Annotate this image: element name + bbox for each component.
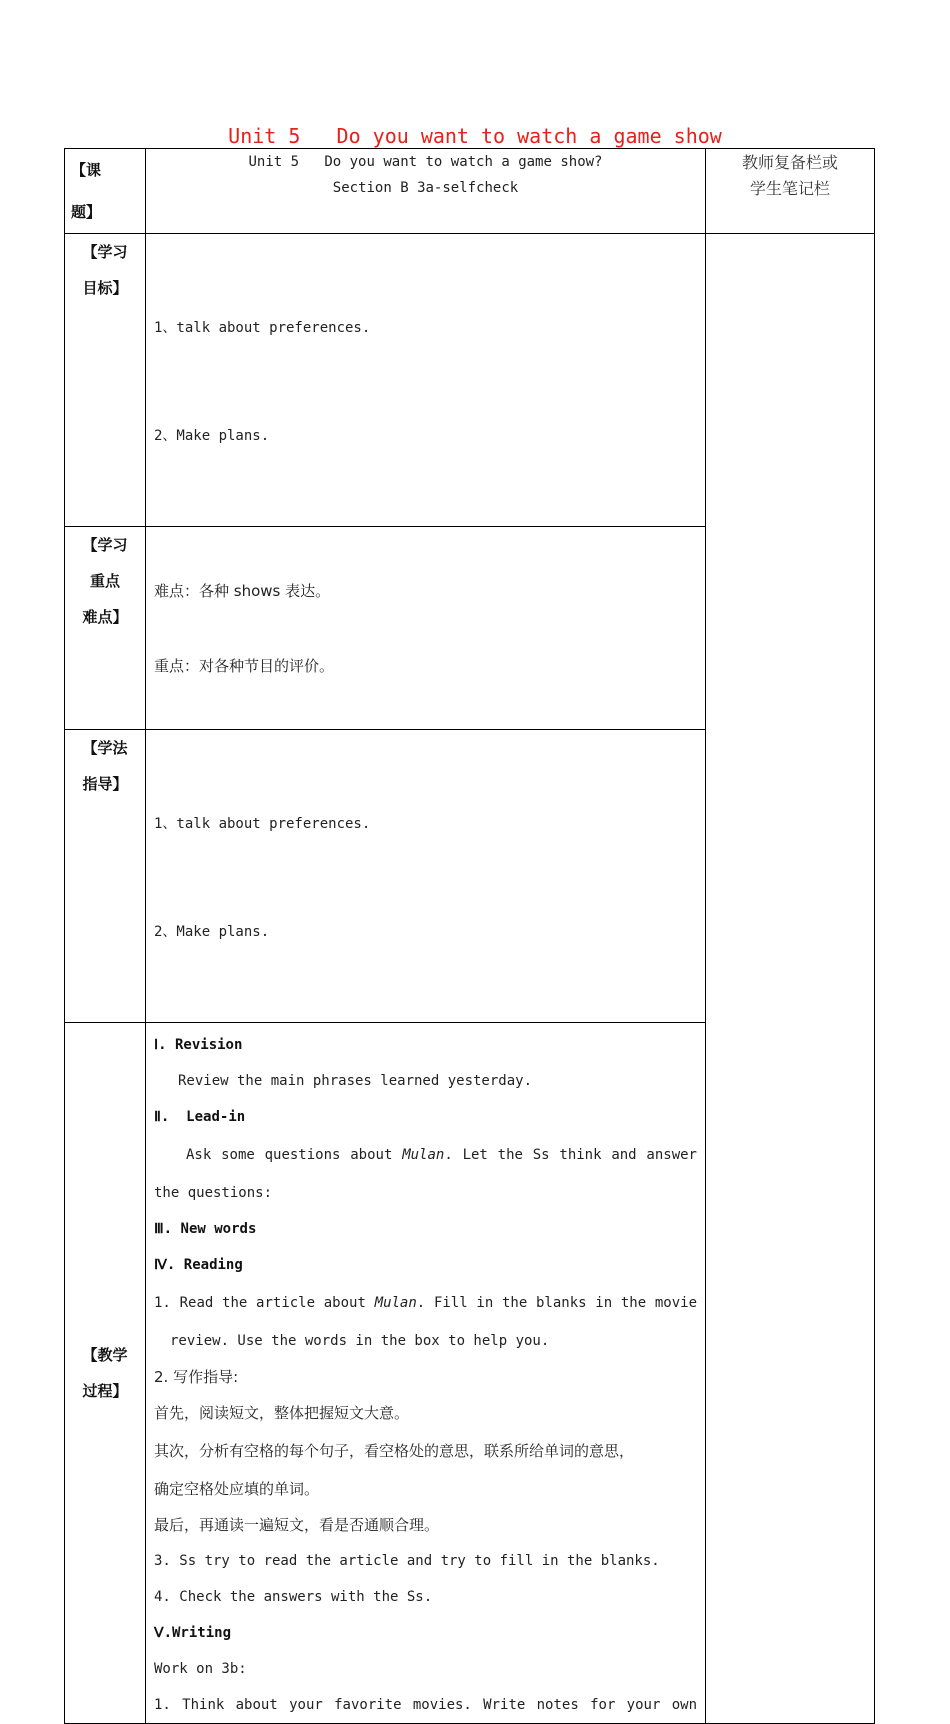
leadin-text-line1 [154,1135,697,1175]
writing-intro: Work on 3b: [154,1661,247,1677]
section-new-words-heading: Ⅲ. New words [154,1221,257,1237]
method-label-cell [65,730,146,1023]
page-title: Unit 5 Do you want to watch a game show [228,124,722,148]
method-cell [146,730,706,1023]
reading-step2-line3: 确定空格处应填的单词。 [154,1480,320,1498]
difficult-point: 难点：各种 shows 表达。 [154,582,331,600]
section-reading-heading: Ⅳ. Reading [154,1257,243,1273]
key-points-label-2: 重点 [89,572,120,590]
process-label [65,1337,145,1409]
reading-step4: 4. Check the answers with the Ss. [154,1589,433,1605]
method-item: 2、Make plans. [154,924,270,940]
key-point: 重点：对各种节目的评价。 [154,657,335,675]
reading-step1-b: . Fill in the blanks in the movie [416,1295,698,1311]
key-points-cell [146,527,706,730]
key-points-label-cell [65,527,146,730]
objective-item: 2、Make plans. [154,428,270,444]
reading-step1-line2: review. Use the words in the box to help you. [170,1333,550,1349]
leadin-text-line2: the questions: [154,1185,273,1201]
method-item: 1、talk about preferences. [154,816,371,832]
method-label [65,730,145,802]
process-label-cell [65,1023,146,1724]
notes-header-line1: 教师复备栏或 [741,153,838,172]
leadin-text-b: . Let the Ss think and answer [444,1147,697,1163]
objective-item: 1、talk about preferences. [154,320,371,336]
process-label-1: 【教学 [82,1346,128,1364]
notes-cell [706,234,875,1724]
reading-step2-line4: 最后，再通读一遍短文，看是否通顺合理。 [154,1516,440,1534]
leadin-text-em: Mulan [402,1147,445,1163]
row-topic [65,149,875,234]
revision-text: Review the main phrases learned yesterday. [178,1073,533,1089]
lesson-title-line2: Section B 3a-selfcheck [332,180,519,196]
topic-label-cell [65,149,146,234]
section-leadin-heading: Ⅱ. Lead-in [154,1109,246,1125]
topic-label-text: 【课题】 [71,161,102,221]
key-points-label [65,527,145,635]
key-points-text [146,527,705,729]
process-content [146,1023,705,1723]
topic-label [65,149,145,233]
reading-step3: 3. Ss try to read the article and try to fill in the blanks. [154,1553,660,1569]
method-label-2: 指导】 [82,775,128,793]
method-list [146,730,705,1022]
key-points-label-3: 难点】 [82,608,128,626]
process-cell [146,1023,706,1724]
notes-header-cell [706,149,875,234]
row-objectives [65,234,875,527]
reading-step1-em: Mulan [374,1295,417,1311]
section-writing-heading: Ⅴ.Writing [154,1625,232,1641]
objectives-label-1: 【学习 [82,243,128,261]
leadin-text-a: Ask some questions about [186,1147,393,1163]
reading-step2: 2. 写作指导: [154,1368,239,1386]
reading-step1-line1 [154,1283,697,1323]
objectives-cell [146,234,706,527]
section-revision-heading: Ⅰ. Revision [154,1037,243,1053]
reading-step2-line2: 其次，分析有空格的每个句子，看空格处的意思，联系所给单词的意思， [154,1442,635,1460]
objectives-label-cell [65,234,146,527]
method-label-1: 【学法 [82,739,128,757]
lesson-title-line1: Unit 5 Do you want to watch a game show? [248,154,603,170]
reading-step2-line1: 首先，阅读短文，整体把握短文大意。 [154,1404,410,1422]
lesson-plan-table [64,148,875,1724]
process-label-2: 过程】 [82,1382,128,1400]
reading-step1-a: 1. Read the article about [154,1295,366,1311]
objectives-label [65,234,145,306]
objectives-label-2: 目标】 [82,279,128,297]
notes-header-line2: 学生笔记栏 [749,179,830,198]
writing-step1: 1. Think about your favorite movies. Write notes for your own [154,1697,697,1713]
objectives-list [146,234,705,526]
key-points-label-1: 【学习 [82,536,128,554]
topic-cell [146,149,706,234]
